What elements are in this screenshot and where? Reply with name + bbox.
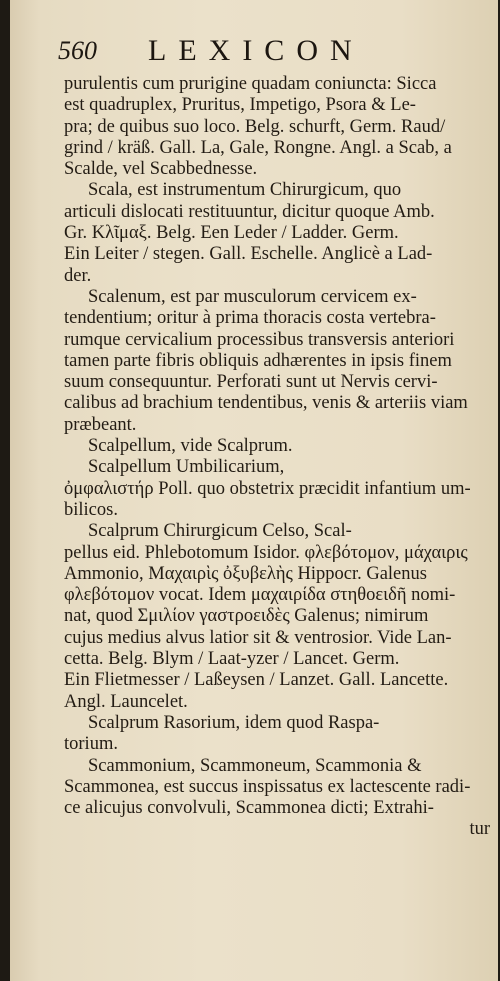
entry-line-scammonium: Scammonium, Scammoneum, Scammonia & xyxy=(88,755,422,776)
text-line: tamen parte fibris obliquis adhærentes in ipsis finem xyxy=(64,350,452,371)
text-line: Scammonea, est succus inspissatus ex lactescente radi- xyxy=(64,776,471,797)
running-title: LEXICON xyxy=(148,34,364,67)
text-line: purulentis cum prurigine quadam coniuncta: Sicca xyxy=(64,74,437,94)
text-line: der. xyxy=(64,265,92,286)
text-line: articuli dislocati restituuntur, dicitur quoque Amb. xyxy=(64,201,435,222)
text-line: nat, quod Σμιλίον γαστροειδὲς Galenus; nimirum xyxy=(64,606,429,627)
text-line: torium. xyxy=(64,734,118,755)
text-line: est quadruplex, Pruritus, Impetigo, Psora & Le- xyxy=(64,95,416,116)
text-line: tendentium; oritur à prima thoracis costa vertebra- xyxy=(64,308,436,329)
text-line: rumque cervicalium processibus transversis anteriori xyxy=(64,329,455,350)
text-line: φλεβότομον vocat. Idem μαχαιρίδα στηθοειδῆ nomi- xyxy=(64,585,456,606)
text-line: cetta. Belg. Blym / Laat-yzer / Lancet. Germ. xyxy=(64,649,400,670)
entry-line-scalprum-chirurgicum: Scalprum Chirurgicum Celso, Scal- xyxy=(88,521,352,542)
text-line: Scalde, vel Scabbednesse. xyxy=(64,159,258,180)
text-line: ce alicujus convolvuli, Scammonea dicti; Extrahi- xyxy=(64,798,434,819)
text-line: Ammonio, Μαχαιρὶς ὀξυβελὴς Hippocr. Galenus xyxy=(64,563,427,584)
text-line: Ein Flietmesser / Laßeysen / Lanzet. Gall. Lancette. xyxy=(64,670,449,691)
text-line: ὀμφαλιστήρ Poll. quo obstetrix præcidit infantium um- xyxy=(64,478,471,499)
book-page xyxy=(10,0,498,981)
text-line: suum consequuntur. Perforati sunt ut Nervis cervi- xyxy=(64,372,438,393)
text-line: calibus ad brachium tendentibus, venis & arteriis viam xyxy=(64,393,468,414)
entry-line-scalprum-rasorium: Scalprum Rasorium, idem quod Raspa- xyxy=(88,712,380,733)
entry-line-scalenum: Scalenum, est par musculorum cervicem ex- xyxy=(88,286,417,307)
text-line: Gr. Κλῖμαξ. Belg. Een Leder / Ladder. Germ. xyxy=(64,223,399,244)
entry-line-scalpellum: Scalpellum, vide Scalprum. xyxy=(88,436,293,457)
text-line: grind / kräß. Gall. La, Gale, Rongne. Angl. a Scab, a xyxy=(64,137,452,158)
entry-line-scalpellum-umbilicarium: Scalpellum Umbilicarium, xyxy=(88,457,285,478)
text-line: cujus medius alvus latior sit & ventrosior. Vide Lan- xyxy=(64,627,452,648)
page-number: 560 xyxy=(58,36,97,65)
text-line: pra; de quibus suo loco. Belg. schurft, Germ. Raud/ xyxy=(64,116,446,137)
body-text xyxy=(64,74,496,841)
catchword: tur xyxy=(469,819,490,840)
text-line: Ein Leiter / stegen. Gall. Eschelle. Anglicè a Lad- xyxy=(64,244,433,265)
entry-line-scala: Scala, est instrumentum Chirurgicum, quo xyxy=(88,180,402,201)
text-line: bilicos. xyxy=(64,499,118,520)
text-line: præbeant. xyxy=(64,414,137,435)
text-line: Angl. Launcelet. xyxy=(64,691,188,712)
page-header xyxy=(58,30,478,70)
text-line: pellus eid. Phlebotomum Isidor. φλεβότομον, μάχαιρις xyxy=(64,542,468,563)
